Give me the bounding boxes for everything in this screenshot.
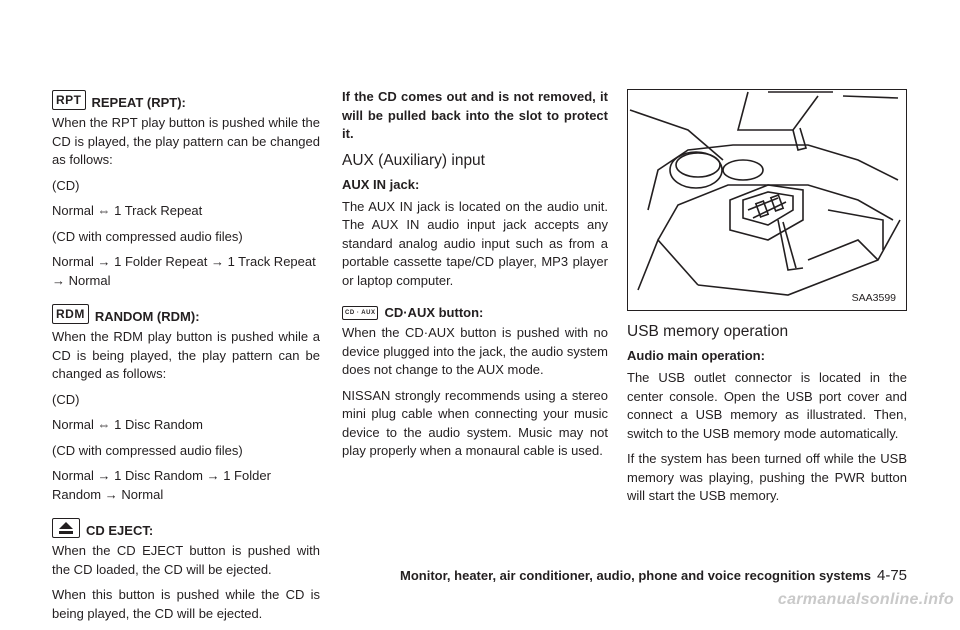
eject-icon (52, 518, 80, 538)
usb-text-1: The USB outlet connector is located in the center console. Open the USB port cover and connect a USB memory as illustrated. Then, switch to the USB memory mode automatically. (627, 370, 907, 441)
rdm-heading (52, 304, 320, 324)
figure-label: SAA3599 (851, 292, 896, 304)
nissan-recommendation: NISSAN strongly recommends using a stereo mini plug cable when connecting your music device to the audio system. Music may not play properly when a monaural cable is used. (342, 387, 608, 458)
aux-section-heading: AUX (Auxiliary) input (342, 151, 485, 169)
column-right (627, 0, 907, 513)
console-illustration (627, 89, 907, 311)
eject-heading (52, 518, 320, 538)
rdm-button-icon: RDM (52, 304, 89, 324)
eject-text-1: When the CD EJECT button is pushed with the CD loaded, the CD will be ejected. (52, 543, 320, 577)
rdm-comp-label: (CD with compressed audio files) (52, 442, 243, 458)
footer-title: Monitor, heater, air conditioner, audio, phone and voice recognition systems (400, 568, 871, 583)
rpt-intro: When the RPT play button is pushed while the CD is played, the play pattern can be changed as follows: (52, 115, 320, 167)
aux-jack-text: The AUX IN jack is located on the audio unit. The AUX IN audio input jack accepts any standard analog audio input such as from a portable cassette tape/CD player, MP3 player or laptop computer. (342, 198, 608, 288)
cdaux-button-icon: CD · AUX (342, 306, 378, 320)
eject-title: CD EJECT: (86, 523, 154, 538)
usb-main-title: Audio main operation: (627, 348, 765, 363)
page-footer (400, 567, 907, 584)
rdm-cd-label: (CD) (52, 391, 80, 407)
rdm-comp-sequence: Normal → 1 Disc Random → 1 Folder Random → Normal (52, 468, 271, 502)
usb-console-drawing (628, 90, 906, 310)
cdaux-title: CD·AUX button: (384, 305, 484, 320)
rpt-title: REPEAT (RPT): (91, 95, 186, 110)
usb-text-2: If the system has been turned off while the USB memory was playing, pushing the PWR button will start the USB memory. (627, 451, 907, 503)
rdm-cd-sequence: Normal ⇔ 1 Disc Random (52, 417, 203, 432)
aux-jack-title: AUX IN jack: (342, 176, 420, 192)
page-number: 4-75 (876, 567, 908, 584)
cd-warning: If the CD comes out and is not removed, it will be pulled back into the slot to protect it. (342, 89, 608, 141)
rpt-comp-sequence: Normal → 1 Folder Repeat → 1 Track Repeat → Normal (52, 254, 316, 288)
usb-section-heading: USB memory operation (627, 323, 789, 340)
watermark: carmanualsonline.info (777, 591, 954, 608)
rpt-cd-sequence: Normal ⇔ 1 Track Repeat (52, 203, 203, 218)
column-left (52, 0, 320, 630)
rdm-title: RANDOM (RDM): (94, 309, 200, 324)
rpt-heading (52, 90, 320, 110)
rpt-comp-label: (CD with compressed audio files) (52, 228, 243, 244)
cdaux-text: When the CD·AUX button is pushed with no device plugged into the jack, the audio system does not change to the AUX mode. (342, 325, 608, 377)
eject-text-2: When this button is pushed while the CD is being played, the CD will be ejected. (52, 587, 320, 621)
rdm-intro: When the RDM play button is pushed while a CD is being played, the play pattern can be changed as follows: (52, 329, 320, 381)
column-middle (342, 0, 608, 468)
rpt-cd-label: (CD) (52, 177, 80, 193)
cdaux-heading (342, 304, 608, 320)
rpt-button-icon: RPT (52, 90, 86, 110)
